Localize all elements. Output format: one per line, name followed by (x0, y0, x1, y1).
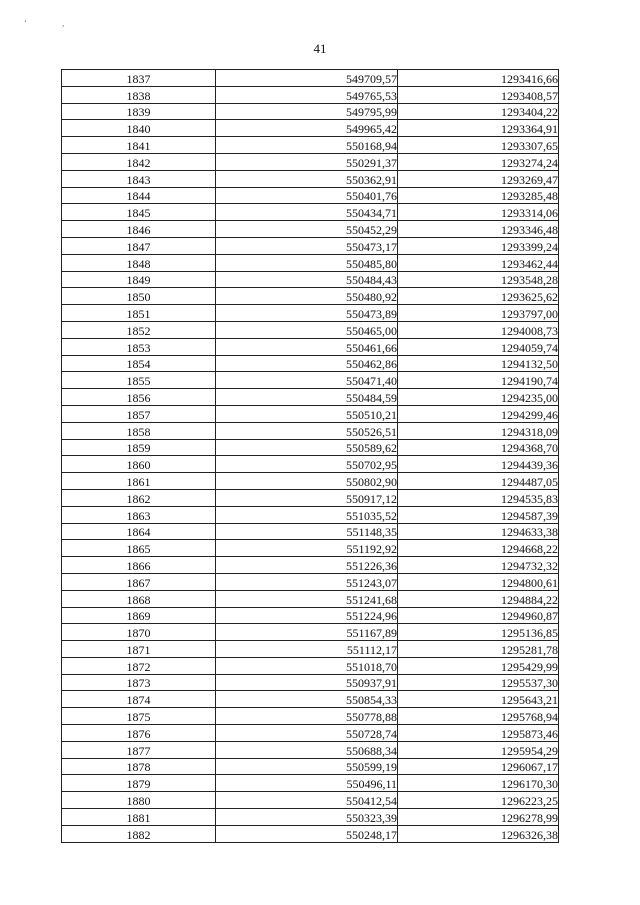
x-coordinate-cell: 550854,33 (216, 691, 398, 708)
point-number-cell: 1874 (62, 691, 216, 708)
y-coordinate-cell: 1294132,50 (398, 355, 559, 372)
coordinates-table (61, 69, 559, 843)
table-row (62, 691, 559, 708)
x-coordinate-cell: 550401,76 (216, 187, 398, 204)
y-coordinate-cell: 1294800,61 (398, 573, 559, 590)
y-coordinate-cell: 1294235,00 (398, 389, 559, 406)
point-number-cell: 1861 (62, 473, 216, 490)
table-row (62, 338, 559, 355)
x-coordinate-cell: 550473,17 (216, 237, 398, 254)
point-number-cell: 1872 (62, 657, 216, 674)
y-coordinate-cell: 1294487,05 (398, 473, 559, 490)
point-number-cell: 1843 (62, 170, 216, 187)
y-coordinate-cell: 1294368,70 (398, 439, 559, 456)
table-row (62, 405, 559, 422)
y-coordinate-cell: 1294299,46 (398, 405, 559, 422)
x-coordinate-cell: 549795,99 (216, 103, 398, 120)
y-coordinate-cell: 1294884,22 (398, 590, 559, 607)
y-coordinate-cell: 1294633,38 (398, 523, 559, 540)
y-coordinate-cell: 1293346,48 (398, 221, 559, 238)
y-coordinate-cell: 1294587,39 (398, 506, 559, 523)
table-row (62, 288, 559, 305)
point-number-cell: 1866 (62, 557, 216, 574)
y-coordinate-cell: 1294439,36 (398, 456, 559, 473)
y-coordinate-cell: 1293462,44 (398, 254, 559, 271)
point-number-cell: 1859 (62, 439, 216, 456)
scan-mark-left: ‘ (24, 18, 27, 28)
y-coordinate-cell: 1296170,30 (398, 775, 559, 792)
point-number-cell: 1848 (62, 254, 216, 271)
y-coordinate-cell: 1293274,24 (398, 153, 559, 170)
x-coordinate-cell: 550496,11 (216, 775, 398, 792)
table-row (62, 439, 559, 456)
point-number-cell: 1864 (62, 523, 216, 540)
y-coordinate-cell: 1293625,62 (398, 288, 559, 305)
point-number-cell: 1853 (62, 338, 216, 355)
x-coordinate-cell: 550412,54 (216, 792, 398, 809)
table-row (62, 153, 559, 170)
x-coordinate-cell: 550473,89 (216, 305, 398, 322)
table-row (62, 456, 559, 473)
table-row (62, 825, 559, 842)
point-number-cell: 1851 (62, 305, 216, 322)
x-coordinate-cell: 551226,36 (216, 557, 398, 574)
table-row (62, 540, 559, 557)
table-row (62, 389, 559, 406)
table-row (62, 624, 559, 641)
y-coordinate-cell: 1293269,47 (398, 170, 559, 187)
point-number-cell: 1858 (62, 422, 216, 439)
table-row (62, 422, 559, 439)
y-coordinate-cell: 1296223,25 (398, 792, 559, 809)
x-coordinate-cell: 550688,34 (216, 741, 398, 758)
x-coordinate-cell: 551167,89 (216, 624, 398, 641)
point-number-cell: 1850 (62, 288, 216, 305)
y-coordinate-cell: 1296326,38 (398, 825, 559, 842)
table-row (62, 674, 559, 691)
x-coordinate-cell: 550452,29 (216, 221, 398, 238)
point-number-cell: 1842 (62, 153, 216, 170)
y-coordinate-cell: 1294059,74 (398, 338, 559, 355)
point-number-cell: 1879 (62, 775, 216, 792)
x-coordinate-cell: 550291,37 (216, 153, 398, 170)
x-coordinate-cell: 551241,68 (216, 590, 398, 607)
y-coordinate-cell: 1294190,74 (398, 372, 559, 389)
point-number-cell: 1881 (62, 809, 216, 826)
x-coordinate-cell: 550461,66 (216, 338, 398, 355)
x-coordinate-cell: 550728,74 (216, 725, 398, 742)
point-number-cell: 1863 (62, 506, 216, 523)
y-coordinate-cell: 1293797,00 (398, 305, 559, 322)
x-coordinate-cell: 550471,40 (216, 372, 398, 389)
y-coordinate-cell: 1294535,83 (398, 489, 559, 506)
y-coordinate-cell: 1295643,21 (398, 691, 559, 708)
y-coordinate-cell: 1294668,22 (398, 540, 559, 557)
point-number-cell: 1875 (62, 708, 216, 725)
point-number-cell: 1865 (62, 540, 216, 557)
y-coordinate-cell: 1293399,24 (398, 237, 559, 254)
x-coordinate-cell: 550485,80 (216, 254, 398, 271)
y-coordinate-cell: 1293314,06 (398, 204, 559, 221)
table-row (62, 70, 559, 87)
x-coordinate-cell: 551112,17 (216, 641, 398, 658)
point-number-cell: 1852 (62, 321, 216, 338)
x-coordinate-cell: 550510,21 (216, 405, 398, 422)
point-number-cell: 1876 (62, 725, 216, 742)
y-coordinate-cell: 1293404,22 (398, 103, 559, 120)
point-number-cell: 1867 (62, 573, 216, 590)
x-coordinate-cell: 550778,88 (216, 708, 398, 725)
table-row (62, 775, 559, 792)
x-coordinate-cell: 549765,53 (216, 86, 398, 103)
x-coordinate-cell: 551035,52 (216, 506, 398, 523)
y-coordinate-cell: 1294732,32 (398, 557, 559, 574)
point-number-cell: 1857 (62, 405, 216, 422)
y-coordinate-cell: 1295768,94 (398, 708, 559, 725)
point-number-cell: 1869 (62, 607, 216, 624)
table-row (62, 607, 559, 624)
y-coordinate-cell: 1295429,99 (398, 657, 559, 674)
point-number-cell: 1862 (62, 489, 216, 506)
x-coordinate-cell: 550168,94 (216, 137, 398, 154)
table-row (62, 523, 559, 540)
x-coordinate-cell: 550802,90 (216, 473, 398, 490)
y-coordinate-cell: 1293548,28 (398, 271, 559, 288)
x-coordinate-cell: 550480,92 (216, 288, 398, 305)
table-row (62, 355, 559, 372)
table-row (62, 237, 559, 254)
x-coordinate-cell: 551243,07 (216, 573, 398, 590)
x-coordinate-cell: 550599,19 (216, 758, 398, 775)
y-coordinate-cell: 1294318,09 (398, 422, 559, 439)
table-row (62, 641, 559, 658)
y-coordinate-cell: 1295136,85 (398, 624, 559, 641)
y-coordinate-cell: 1296278,99 (398, 809, 559, 826)
x-coordinate-cell: 550484,43 (216, 271, 398, 288)
table-row (62, 573, 559, 590)
point-number-cell: 1845 (62, 204, 216, 221)
table-row (62, 473, 559, 490)
table-row (62, 187, 559, 204)
table-row (62, 657, 559, 674)
coordinates-table-body (62, 70, 559, 843)
y-coordinate-cell: 1295873,46 (398, 725, 559, 742)
table-row (62, 725, 559, 742)
table-row (62, 557, 559, 574)
point-number-cell: 1870 (62, 624, 216, 641)
page-number: 41 (313, 41, 327, 56)
table-row (62, 372, 559, 389)
x-coordinate-cell: 550248,17 (216, 825, 398, 842)
x-coordinate-cell: 551148,35 (216, 523, 398, 540)
y-coordinate-cell: 1295281,78 (398, 641, 559, 658)
y-coordinate-cell: 1294008,73 (398, 321, 559, 338)
point-number-cell: 1847 (62, 237, 216, 254)
point-number-cell: 1880 (62, 792, 216, 809)
y-coordinate-cell: 1295537,30 (398, 674, 559, 691)
y-coordinate-cell: 1295954,29 (398, 741, 559, 758)
point-number-cell: 1846 (62, 221, 216, 238)
table-row (62, 809, 559, 826)
x-coordinate-cell: 549709,57 (216, 70, 398, 87)
x-coordinate-cell: 550589,62 (216, 439, 398, 456)
x-coordinate-cell: 550462,86 (216, 355, 398, 372)
table-row (62, 758, 559, 775)
x-coordinate-cell: 550702,95 (216, 456, 398, 473)
point-number-cell: 1871 (62, 641, 216, 658)
scan-mark-right: , (62, 18, 65, 28)
table-row (62, 741, 559, 758)
y-coordinate-cell: 1293285,48 (398, 187, 559, 204)
table-row (62, 321, 559, 338)
x-coordinate-cell: 550484,59 (216, 389, 398, 406)
point-number-cell: 1839 (62, 103, 216, 120)
x-coordinate-cell: 550362,91 (216, 170, 398, 187)
point-number-cell: 1854 (62, 355, 216, 372)
point-number-cell: 1868 (62, 590, 216, 607)
table-row (62, 792, 559, 809)
x-coordinate-cell: 550434,71 (216, 204, 398, 221)
y-coordinate-cell: 1293416,66 (398, 70, 559, 87)
y-coordinate-cell: 1294960,87 (398, 607, 559, 624)
point-number-cell: 1856 (62, 389, 216, 406)
point-number-cell: 1882 (62, 825, 216, 842)
x-coordinate-cell: 551192,92 (216, 540, 398, 557)
x-coordinate-cell: 549965,42 (216, 120, 398, 137)
table-row (62, 305, 559, 322)
table-row (62, 137, 559, 154)
x-coordinate-cell: 550917,12 (216, 489, 398, 506)
x-coordinate-cell: 550323,39 (216, 809, 398, 826)
table-row (62, 590, 559, 607)
table-row (62, 489, 559, 506)
table-row (62, 120, 559, 137)
table-row (62, 708, 559, 725)
x-coordinate-cell: 550465,00 (216, 321, 398, 338)
y-coordinate-cell: 1296067,17 (398, 758, 559, 775)
y-coordinate-cell: 1293307,65 (398, 137, 559, 154)
x-coordinate-cell: 551018,70 (216, 657, 398, 674)
point-number-cell: 1841 (62, 137, 216, 154)
point-number-cell: 1849 (62, 271, 216, 288)
point-number-cell: 1877 (62, 741, 216, 758)
table-row (62, 204, 559, 221)
table-row (62, 271, 559, 288)
point-number-cell: 1837 (62, 70, 216, 87)
x-coordinate-cell: 551224,96 (216, 607, 398, 624)
table-row (62, 221, 559, 238)
table-row (62, 254, 559, 271)
table-row (62, 86, 559, 103)
table-row (62, 170, 559, 187)
point-number-cell: 1873 (62, 674, 216, 691)
point-number-cell: 1878 (62, 758, 216, 775)
point-number-cell: 1838 (62, 86, 216, 103)
point-number-cell: 1840 (62, 120, 216, 137)
x-coordinate-cell: 550526,51 (216, 422, 398, 439)
x-coordinate-cell: 550937,91 (216, 674, 398, 691)
y-coordinate-cell: 1293408,57 (398, 86, 559, 103)
point-number-cell: 1855 (62, 372, 216, 389)
point-number-cell: 1860 (62, 456, 216, 473)
table-row (62, 103, 559, 120)
point-number-cell: 1844 (62, 187, 216, 204)
y-coordinate-cell: 1293364,91 (398, 120, 559, 137)
table-row (62, 506, 559, 523)
